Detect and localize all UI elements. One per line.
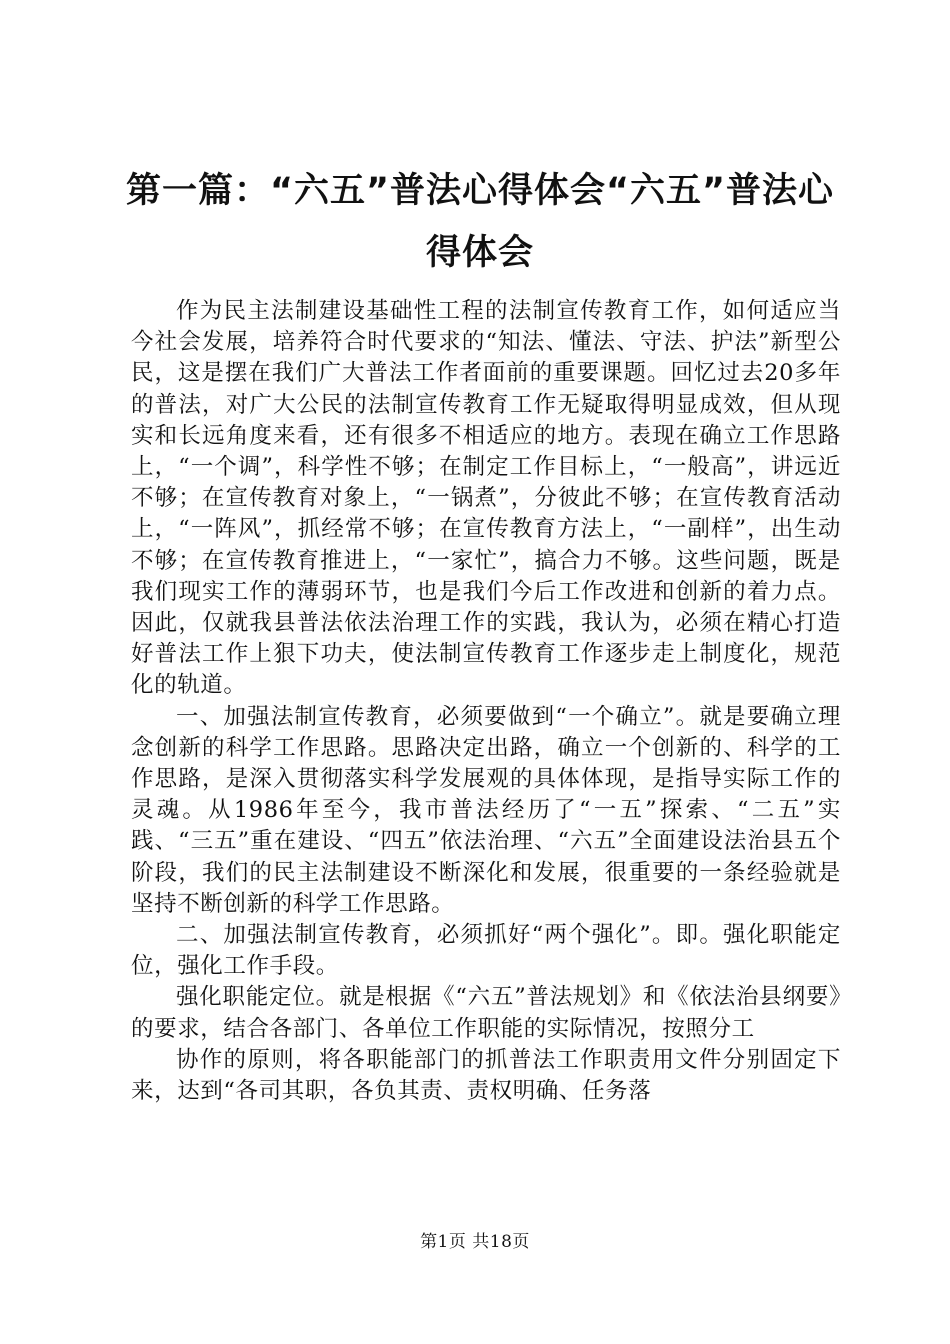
page-number-footer: 第1页 共18页 (420, 1232, 530, 1252)
body-paragraph: 作为民主法制建设基础性工程的法制宣传教育工作，如何适应当今社会发展，培养符合时代要求的“知法、懂法、守法、护法”新型公民，这是摆在我们广大普法工作者面前的重要课题。回忆过去20多年的普法，对广大公民的法制宣传教育工作无疑取得明显成效，但从现实和长远角度来看，还有很多不相适应的地方。表现在确立工作思路上，“一个调”，科学性不够；在制定工作目标上，“一般高”，讲远近不够；在宣传教育对象上，“一锅煮”，分彼此不够；在宣传教育活动上，“一阵风”，抓经常不够；在宣传教育方法上，“一副样”，出生动不够；在宣传教育推进上，“一家忙”，搞合力不够。这些问题，既是我们现实工作的薄弱环节，也是我们今后工作改进和创新的着力点。因此，仅就我县普法依法治理工作的实践，我认为，必须在精心打造好普法工作上狠下功夫，使法制宣传教育工作逐步走上制度化，规范化的轨道。 (131, 298, 841, 699)
document-body (131, 296, 841, 1107)
body-paragraph: 协作的原则，将各职能部门的抓普法工作职责用文件分别固定下来，达到“各司其职，各负其责、责权明确、任务落 (131, 1046, 841, 1105)
body-paragraph: 二、加强法制宣传教育，必须抓好“两个强化”。即。强化职能定位，强化工作手段。 (131, 922, 841, 980)
document-title: 第一篇：“六五”普法心得体会“六五”普法心得体会 (125, 171, 834, 273)
body-paragraph: 强化职能定位。就是根据《“六五”普法规划》和《依法治县纲要》的要求，结合各部门、各单位工作职能的实际情况，按照分工 (131, 984, 841, 1042)
body-paragraph: 一、加强法制宣传教育，必须要做到“一个确立”。就是要确立理念创新的科学工作思路。思路决定出路，确立一个创新的、科学的工作思路，是深入贯彻落实科学发展观的具体体现，是指导实际工作的灵魂。从1986年至今，我市普法经历了“一五”探索、“二五”实践、“三五”重在建设、“四五”依法治理、“六五”全面建设法治县五个阶段，我们的民主法制建设不断深化和发展，很重要的一条经验就是坚持不断创新的科学工作思路。 (131, 703, 841, 917)
